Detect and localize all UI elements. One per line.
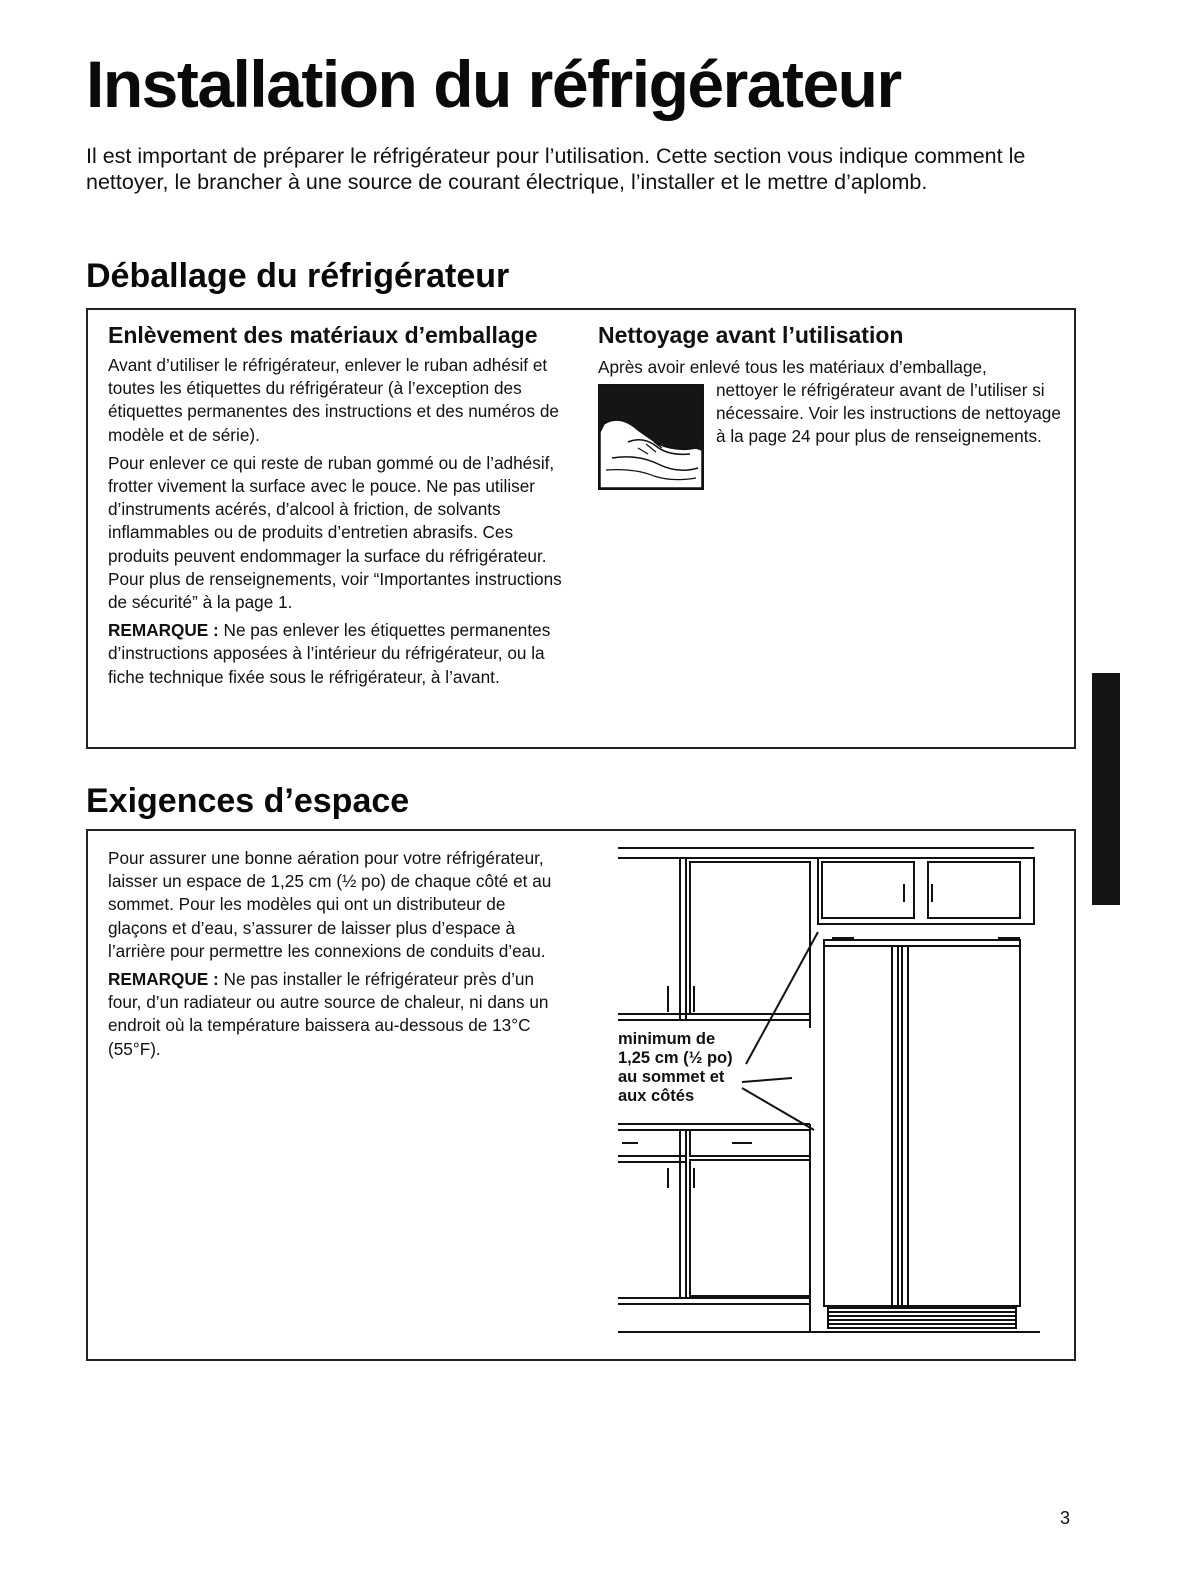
space-note-text: Ne pas installer le réfrigérateur près d’un four, d’un radiateur ou autre source de chaleur, ni dans un endroit où la température baissera au-dessous de 13°C (55°F). — [108, 969, 549, 1059]
clearance-label-line-4: aux côtés — [618, 1087, 695, 1105]
removal-note-text: Ne pas enlever les étiquettes permanentes d’instructions apposées à l’intérieur du réfrigérateur, ou la fiche technique fixée sous le réfrigérateur, à l’avant. — [108, 620, 551, 687]
clearance-label-line-1: minimum de — [618, 1030, 716, 1048]
removal-text — [108, 354, 570, 689]
intro-paragraph: Il est important de préparer le réfrigérateur pour l’utilisation. Cette section vous indique comment le nettoyer, le brancher à une source de courant électrique, l’installer et le mettre d’aplomb. — [86, 144, 1026, 194]
section-title-space: Exigences d’espace — [86, 782, 410, 820]
section-tab-marker — [1092, 673, 1120, 905]
removal-note — [108, 619, 570, 689]
space-paragraph: Pour assurer une bonne aération pour votre réfrigérateur, laisser un espace de 1,25 cm (½ po) de chaque côté et au sommet. Pour les modèles qui ont un distributeur de glaçons et d’eau, s’assurer de laisser plus d’espace à l’arrière pour permettre les connexions de conduits d’eau. — [108, 848, 552, 961]
removal-paragraph-1: Avant d’utiliser le réfrigérateur, enlever le ruban adhésif et toutes les étiquettes du réfrigérateur (à l’exception des étiquettes permanentes des instructions et des numéros de modèle et de série). — [108, 355, 559, 445]
section-title-unpacking: Déballage du réfrigérateur — [86, 257, 510, 295]
page-title: Installation du réfrigérateur — [86, 47, 901, 121]
cleaning-text: nettoyer le réfrigérateur avant de l’utiliser si nécessaire. Voir les instructions de nettoyage à la page 24 pour plus de renseignements. — [716, 380, 1061, 447]
space-text — [108, 847, 558, 1061]
cleaning-hand-cloth-icon — [598, 384, 704, 490]
clearance-label-line-2: 1,25 cm (½ po) — [618, 1049, 733, 1067]
cleaning-title: Nettoyage avant l’utilisation — [598, 322, 904, 348]
clearance-label — [618, 1030, 733, 1106]
removal-paragraph-2: Pour enlever ce qui reste de ruban gommé ou de l’adhésif, frotter vivement la surface avec le pouce. Ne pas utiliser d’instruments acérés, d’alcool à friction, de solvants inflammables ou de produits d’entretien abrasifs. Ces produits peuvent endommager la surface du réfrigérateur. Pour plus de renseignements, voir “Importantes instructions de sécurité” à la page 1. — [108, 452, 562, 613]
space-note-label: REMARQUE : — [108, 969, 219, 990]
clearance-label-line-3: au sommet et — [618, 1068, 725, 1086]
cleaning-line-1: Après avoir enlevé tous les matériaux d’emballage, — [598, 357, 987, 377]
removal-title: Enlèvement des matériaux d’emballage — [108, 322, 538, 348]
page-number: 3 — [1060, 1508, 1071, 1528]
removal-note-label: REMARQUE : — [108, 620, 219, 641]
space-note — [108, 968, 558, 1061]
